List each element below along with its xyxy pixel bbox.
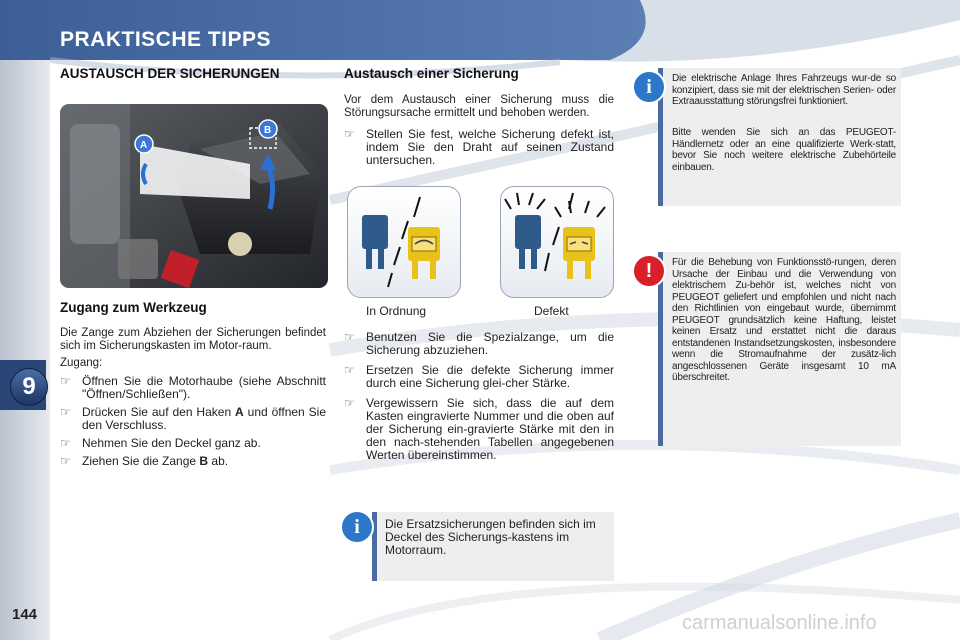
replacement-step-3: ☞ Vergewissern Sie sich, dass die auf dem Kasten eingravierte Nummer und die oben auf der Sicherung ein-gravierte Stärke mit den in den nach-stehenden Tabellen angegebenen Werten übereinstimmen. xyxy=(344,396,614,462)
pointing-hand-icon: ☞ xyxy=(60,454,71,468)
fuse-box-photo xyxy=(60,104,328,288)
tools-step-4: ☞ Ziehen Sie die Zange B ab. xyxy=(60,454,229,468)
intact-fuse-graphic xyxy=(348,187,460,297)
replacement-step-1: ☞ Benutzen Sie die Spezialzange, um die Sicherung abzuziehen. xyxy=(344,330,614,357)
warning-icon: ! xyxy=(632,254,666,288)
fuse-ok-label: In Ordnung xyxy=(366,304,427,318)
info-box-paragraph-1: Die elektrische Anlage Ihres Fahrzeugs wur-de so konzipiert, dass sie mit der elektrischen Serien- oder Extraausstattung störungsfrei funktioniert. xyxy=(672,73,896,107)
spare-fuse-note xyxy=(372,512,614,581)
pointing-hand-icon: ☞ xyxy=(344,330,355,344)
tools-section xyxy=(60,300,326,468)
info-icon: i xyxy=(340,510,374,544)
pointing-hand-icon: ☞ xyxy=(60,436,71,450)
blown-fuse-graphic xyxy=(501,187,613,297)
pointing-hand-icon: ☞ xyxy=(60,374,71,388)
tools-heading: Zugang zum Werkzeug xyxy=(60,300,207,315)
tools-intro: Die Zange zum Abziehen der Sicherungen befindet sich im Sicherungskasten im Motor-raum. xyxy=(60,327,326,352)
replacement-section xyxy=(344,66,614,167)
pointing-hand-icon: ☞ xyxy=(344,363,355,377)
tools-step-3: ☞ Nehmen Sie den Deckel ganz ab. xyxy=(60,436,261,450)
fuse-defect-label: Defekt xyxy=(534,304,569,318)
info-box-paragraph-2: Bitte wenden Sie sich an das PEUGEOT-Händlernetz oder an eine qualifizierte Werk-statt, bevor Sie noch weitere elektrische Zubehörteile einbauen. xyxy=(672,127,896,173)
replacement-step-2: ☞ Ersetzen Sie die defekte Sicherung immer durch eine Sicherung glei-cher Stärke. xyxy=(344,363,614,390)
replacement-steps xyxy=(344,326,614,462)
section-title: AUSTAUSCH DER SICHERUNGEN xyxy=(60,66,280,81)
watermark: carmanualsonline.info xyxy=(682,612,877,634)
replacement-intro: Vor dem Austausch einer Sicherung muss die Störungsursache ermittelt und behoben werden. xyxy=(344,94,614,119)
pointing-hand-icon: ☞ xyxy=(344,396,355,410)
page-number: 144 xyxy=(12,606,38,623)
info-box xyxy=(658,68,901,206)
pointing-hand-icon: ☞ xyxy=(60,405,71,419)
warning-box-text: Für die Behebung von Funktionsstö-rungen, deren Ursache der Einbau und die Verwendung von elektrischem Zu-behör ist, welches nicht von PEUGEOT geliefert und empfohlen und nicht nach den Richtlinien von eingebaut wurde, übernimmt PEUGEOT grundsätzlich keine Haftung, leistet keinen Ersatz und erstattet nicht die daraus entstandenen Instandsetzungskosten, insbesondere wenn die Stromaufnahme der zusätz-lich angeschlossenen Geräte insgesamt 10 mA überschreitet. xyxy=(672,257,896,383)
chapter-number-badge: 9 xyxy=(10,368,48,406)
engine-bay-illustration xyxy=(60,104,328,288)
warning-box xyxy=(658,252,901,446)
photo-label-a: A xyxy=(140,140,148,151)
access-label: Zugang: xyxy=(60,357,103,369)
tools-step-2: ☞ Drücken Sie auf den Haken A und öffnen Sie den Verschluss. xyxy=(60,405,327,432)
fuse-defect-illustration xyxy=(500,186,614,298)
photo-label-b: B xyxy=(264,125,272,136)
spare-fuse-note-text: Die Ersatzsicherungen befinden sich im Deckel des Sicherungs-kastens im Motorraum. xyxy=(385,517,596,557)
pointing-hand-icon: ☞ xyxy=(344,127,355,141)
replacement-heading: Austausch einer Sicherung xyxy=(344,66,519,81)
info-icon: i xyxy=(632,70,666,104)
fuse-ok-illustration xyxy=(347,186,461,298)
check-step: ☞ Stellen Sie fest, welche Sicherung defekt ist, indem Sie den Draht auf seinen Zustand untersuchen. xyxy=(344,127,614,167)
tools-step-1: ☞ Öffnen Sie die Motorhaube (siehe Abschnitt "Öffnen/Schließen"). xyxy=(60,374,326,401)
page-header-title: PRAKTISCHE TIPPS xyxy=(60,28,272,51)
